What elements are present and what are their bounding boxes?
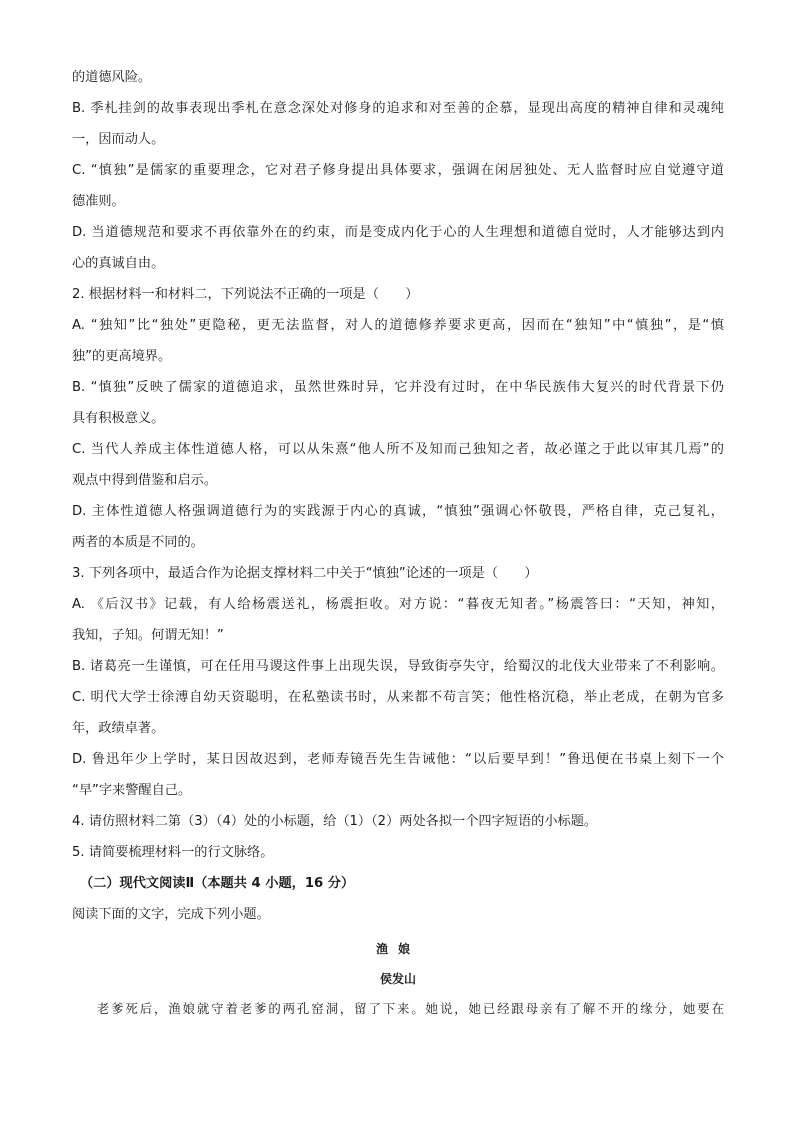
text-line: A. “独知”比“独处”更隐秘，更无法监督，对人的道德修养要求更高，因而在“独知”中“慎独”，是“慎 <box>72 318 724 333</box>
text-line: 4. 请仿照材料二第（3）（4）处的小标题，给（1）（2）两处各拟一个四字短语的小标题。 <box>72 814 598 829</box>
text-line: 观点中得到借鉴和启示。 <box>72 473 218 488</box>
section-heading: （二）现代文阅读Ⅱ（本题共 4 小题，16 分） <box>80 876 355 891</box>
text-line: “早”字来警醒自己。 <box>72 783 192 798</box>
text-line: 2. 根据材料一和材料二，下列说法不正确的一项是（ ） <box>72 287 419 302</box>
text-line: 3. 下列各项中，最适合作为论据支撑材料二中关于“慎独”论述的一项是（ ） <box>72 566 538 581</box>
text-line: C. “慎独”是儒家的重要理念，它对君子修身提出具体要求，强调在闲居独处、无人监督时应自觉遵守道 <box>72 163 724 178</box>
text-line: B. 诸葛亮一生谨慎，可在任用马谡这件事上出现失误，导致街亭失守，给蜀汉的北伐大业带来了不利影响。 <box>72 659 724 674</box>
text-line: C. 明代大学士徐溥自幼天资聪明，在私塾读书时，从来都不苟言笑；他性格沉稳，举止老成，在朝为官多 <box>72 690 724 705</box>
text-line: C. 当代人养成主体性道德人格，可以从朱熹“他人所不及知而己独知之者，故必谨之于此以审其几焉”的 <box>72 442 724 457</box>
text-line: D. 当道德规范和要求不再依靠外在的约束，而是变成内化于心的人生理想和道德自觉时，人才能够达到内 <box>72 225 724 240</box>
text-line: B. 季札挂剑的故事表现出季札在意念深处对修身的追求和对至善的企慕，显现出高度的精神自律和灵魂纯 <box>72 101 724 116</box>
text-line: 5. 请简要梳理材料一的行文脉络。 <box>72 845 274 860</box>
text-line: 德准则。 <box>72 194 125 209</box>
story-paragraph: 老爹死后，渔娘就守着老爹的两孔窑洞，留了下来。她说，她已经跟母亲有了解不开的缘分，她要在 <box>96 1001 724 1016</box>
reading-instruction: 阅读下面的文字，完成下列小题。 <box>72 907 270 922</box>
text-line: D. 鲁迅年少上学时，某日因故迟到，老师寿镜吾先生告诫他：“以后要早到！”鲁迅便在书桌上刻下一个 <box>72 752 724 767</box>
text-line: 一，因而动人。 <box>72 132 165 147</box>
text-line: 我知，子知。何谓无知！” <box>72 628 224 643</box>
text-line: B. “慎独”反映了儒家的道德追求，虽然世殊时异，它并没有过时，在中华民族伟大复兴的时代背景下仍 <box>72 380 724 395</box>
text-line: A. 《后汉书》记载，有人给杨震送礼，杨震拒收。对方说：“暮夜无知者。”杨震答曰：“天知，神知， <box>72 597 724 612</box>
text-line: 独”的更高境界。 <box>72 349 172 364</box>
text-line: 心的真诚自由。 <box>72 256 165 271</box>
question-text-block <box>72 62 724 868</box>
story-title: 渔娘 <box>375 942 420 956</box>
text-line: 的道德风险。 <box>72 70 152 85</box>
story-author: 侯发山 <box>379 972 416 986</box>
text-line: 年，政绩卓著。 <box>72 721 165 736</box>
text-line: D. 主体性道德人格强调道德行为的实践源于内心的真诚，“慎独”强调心怀敬畏，严格自律，克己复礼， <box>72 504 724 519</box>
text-line: 两者的本质是不同的。 <box>72 535 204 550</box>
text-line: 具有积极意义。 <box>72 411 165 426</box>
